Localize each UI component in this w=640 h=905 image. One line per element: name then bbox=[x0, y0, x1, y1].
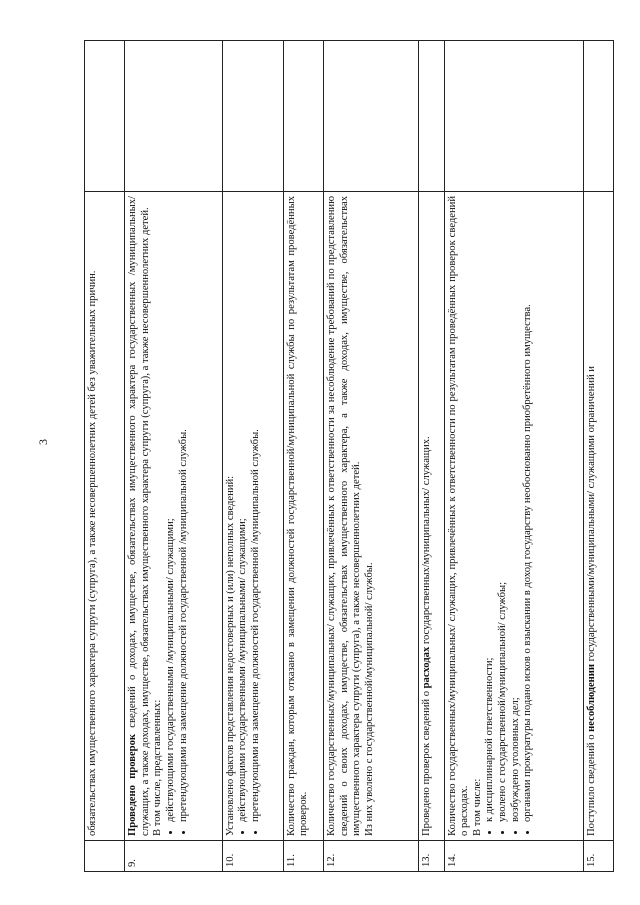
page-number: 3 bbox=[36, 439, 50, 445]
table-row bbox=[584, 41, 614, 872]
row-lead: Проведено проверок bbox=[127, 734, 139, 836]
table-row bbox=[283, 41, 323, 872]
rotated-table-wrapper bbox=[84, 40, 614, 872]
row-bold: несоблюдении bbox=[586, 664, 598, 732]
list-item: • претендующими на замещение должностей государственной /муниципальной службы. bbox=[250, 196, 263, 822]
table-row bbox=[125, 41, 222, 872]
row-sub: Из них уволено с государственной/муниципальной/ службы. bbox=[363, 562, 375, 836]
row-body: Количество государственных/муниципальных/ служащих, привлечённых к ответственности по результатам проведённых проверок сведений о расходах. bbox=[446, 196, 471, 836]
row-value bbox=[324, 41, 419, 192]
list-item: • действующими государственными /муниципальными/ служащими; bbox=[237, 196, 250, 822]
row-text bbox=[444, 192, 584, 841]
row-text bbox=[324, 192, 419, 841]
table-row bbox=[85, 41, 125, 872]
table-row bbox=[324, 41, 419, 872]
list-item: • уволено с государственной/муниципальной/ службы; bbox=[497, 196, 510, 822]
row-value bbox=[283, 41, 323, 192]
row-value bbox=[584, 41, 614, 192]
row-body: государственными/муниципальными/ служащими ограничений и bbox=[586, 366, 598, 662]
row-lead: Поступило сведений о bbox=[586, 734, 598, 836]
list-item: • действующими государственными /муниципальными/ служащими; bbox=[165, 196, 178, 822]
bullet-list bbox=[484, 196, 534, 836]
row-body: государственных/муниципальных/ служащих. bbox=[421, 436, 433, 645]
row-body: Установлено фактов представления недостоверных и (или) неполных сведений: bbox=[224, 475, 236, 836]
row-text bbox=[419, 192, 444, 841]
row-number: 10. bbox=[222, 841, 283, 872]
row-value bbox=[85, 41, 125, 192]
row-number: 14. bbox=[444, 841, 584, 872]
row-number: 13. bbox=[419, 841, 444, 872]
row-sub: В том числе: bbox=[471, 778, 483, 836]
list-item: • органами прокуратуры подано исков о взыскании в доход государству необоснованно приобретённого имущества. bbox=[522, 196, 535, 822]
row-value bbox=[444, 41, 584, 192]
row-sub: В том числе, представленных: bbox=[152, 699, 164, 836]
row-number: 9. bbox=[125, 841, 222, 872]
table-row bbox=[419, 41, 444, 872]
list-item: • возбуждено уголовных дел; bbox=[510, 196, 523, 822]
row-number bbox=[85, 841, 125, 872]
bullet-list bbox=[165, 196, 190, 836]
row-text bbox=[584, 192, 614, 841]
row-number: 15. bbox=[584, 841, 614, 872]
row-number: 12. bbox=[324, 841, 419, 872]
row-body: Количество государственных/муниципальных/ служащих, привлечённых к ответственности за несоблюдение требований по представлению сведений о своих доходах, имуществе, обязательствах имущественного характера, а также доходах, имуществе, обязательствах имущественного характера супруги (супруга), а также несовершеннолетних детей. bbox=[326, 196, 363, 836]
report-table bbox=[84, 40, 614, 872]
row-body: сведений о доходах, имуществе, обязательствах имущественного характера государственных /муниципальных/ служащих, а также доходах, имуществе, обязательствах имущественного характера супруги (супруга), а также несовершеннолетних детей. bbox=[127, 196, 151, 836]
row-value bbox=[419, 41, 444, 192]
list-item: • претендующими на замещение должностей государственной /муниципальной службы. bbox=[178, 196, 191, 822]
list-item: • к дисциплинарной ответственности; bbox=[484, 196, 497, 822]
row-number: 11. bbox=[283, 841, 323, 872]
table-row bbox=[444, 41, 584, 872]
row-lead: Проведено проверок сведений о bbox=[421, 691, 433, 836]
row-bold: расходах bbox=[421, 646, 433, 689]
row-text bbox=[222, 192, 283, 841]
row-value bbox=[222, 41, 283, 192]
table-row bbox=[222, 41, 283, 872]
row-text: обязательствах имущественного характера супруги (супруга), а также несовершеннолетних детей без уважительных причин. bbox=[85, 192, 125, 841]
bullet-list bbox=[237, 196, 262, 836]
row-text: Количество граждан, которым отказано в замещении должностей государственной/муниципальной службы по результатам проведённых проверок. bbox=[283, 192, 323, 841]
row-value bbox=[125, 41, 222, 192]
row-text bbox=[125, 192, 222, 841]
